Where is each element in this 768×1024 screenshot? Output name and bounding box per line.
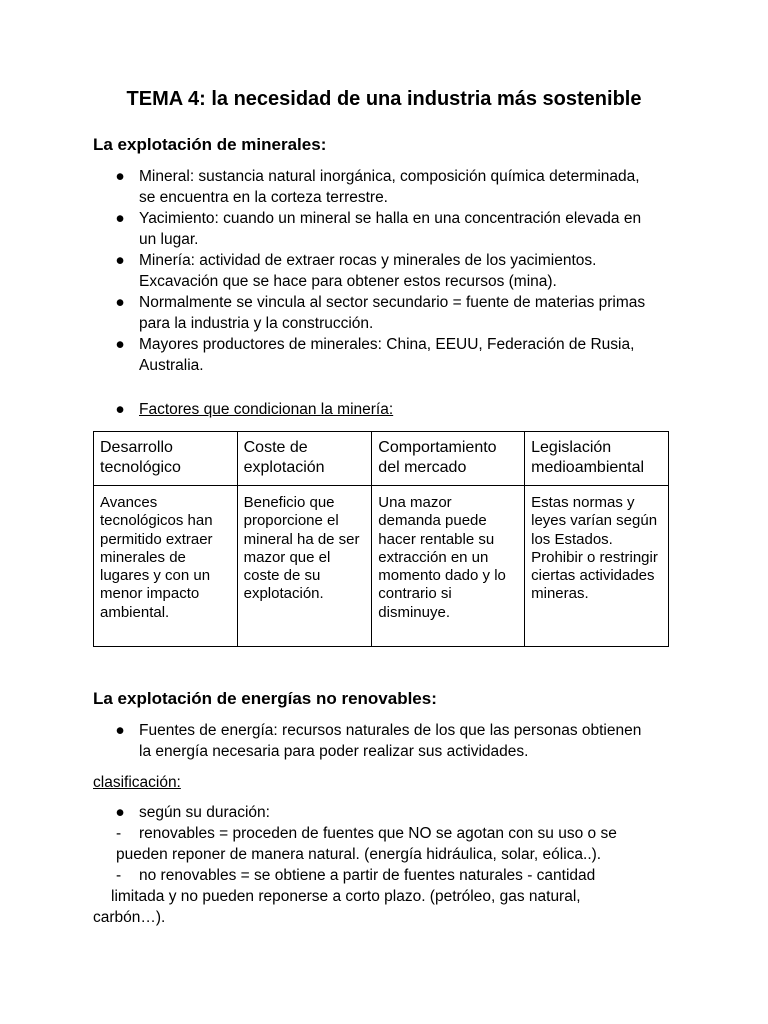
classification-label: clasificación: <box>93 774 181 791</box>
energy-bullet-list <box>93 720 653 762</box>
table-cell: Estas normas y leyes varían según los Estados. Prohibir o restringir ciertas actividades mineras. <box>525 486 669 647</box>
dash-item-nonrenewables: no renovables = se obtiene a partir de fuentes naturales - cantidad <box>139 867 596 884</box>
bullet-icon: ● <box>115 294 125 311</box>
dash-item-renewables-cont: pueden reponer de manera natural. (energía hidráulica, solar, eólica..). <box>116 846 602 863</box>
bullet-icon: ● <box>115 722 125 739</box>
factors-list <box>93 399 653 420</box>
factors-table <box>93 431 669 647</box>
bullet-icon: ● <box>115 168 125 185</box>
bullet-icon: ● <box>115 210 125 227</box>
bullet-icon: ● <box>115 336 125 353</box>
table-header-cell: Legislación medioambiental <box>525 432 669 486</box>
table-cell: Una mazor demanda puede hacer rentable su extracción en un momento dado y lo contrario si disminuye. <box>372 486 525 647</box>
list-item: ● Normalmente se vincula al sector secundario = fuente de materias primas para la industria y la construcción. <box>93 292 653 334</box>
list-item: ● según su duración: <box>93 802 653 823</box>
dash-item-renewables: renovables = proceden de fuentes que NO se agotan con su uso o se <box>139 825 617 842</box>
minerals-bullet-list <box>93 166 653 376</box>
table-row <box>94 486 669 647</box>
section-heading-energy: La explotación de energías no renovables: <box>93 689 437 708</box>
list-item: ● Mineral: sustancia natural inorgánica, composición química determinada, se encuentra en la corteza terrestre. <box>93 166 653 208</box>
table-header-cell: Comportamiento del mercado <box>372 432 525 486</box>
bullet-icon: ● <box>115 804 125 821</box>
table-header-cell: Desarrollo tecnológico <box>94 432 238 486</box>
list-item: ● Fuentes de energía: recursos naturales de los que las personas obtienen la energía necesaria para poder realizar sus actividades. <box>93 720 653 762</box>
list-item: ● Minería: actividad de extraer rocas y minerales de los yacimientos. Excavación que se hace para obtener estos recursos (mina). <box>93 250 653 292</box>
bullet-icon: ● <box>115 252 125 269</box>
bullet-icon: ● <box>115 401 125 418</box>
factors-label: Factores que condicionan la minería: <box>139 401 394 418</box>
list-item <box>93 399 653 420</box>
dash-icon: - <box>116 825 122 842</box>
table-header-row <box>94 432 669 486</box>
list-item: ● Mayores productores de minerales: China, EEUU, Federación de Rusia, Australia. <box>93 334 653 376</box>
dash-item-nonrenewables-end: carbón…). <box>93 909 166 926</box>
classification-list <box>93 802 653 823</box>
page-title: TEMA 4: la necesidad de una industria más sostenible <box>126 88 642 110</box>
list-item: ● Yacimiento: cuando un mineral se halla en una concentración elevada en un lugar. <box>93 208 653 250</box>
dash-item-nonrenewables-cont: limitada y no pueden reponerse a corto plazo. (petróleo, gas natural, <box>111 888 581 905</box>
dash-icon: - <box>116 867 122 884</box>
table-header-cell: Coste de explotación <box>237 432 372 486</box>
table-cell: Beneficio que proporcione el mineral ha de ser mazor que el coste de su explotación. <box>237 486 372 647</box>
section-heading-minerals: La explotación de minerales: <box>93 135 327 154</box>
table-cell: Avances tecnológicos han permitido extraer minerales de lugares y con un menor impacto ambiental. <box>94 486 238 647</box>
